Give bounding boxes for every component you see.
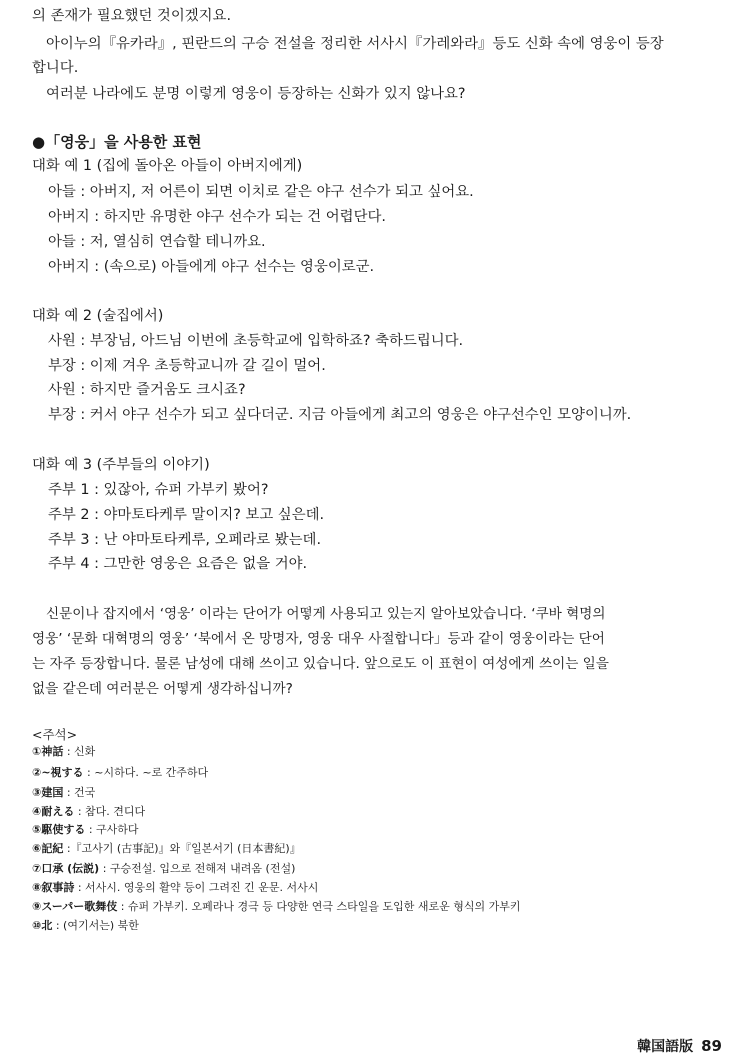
note-item <box>32 766 208 780</box>
dialog-line: 아버지 : 하지만 유명한 야구 선수가 되는 건 어렵단다. <box>48 209 386 225</box>
note-term: ⑦口承 (伝説) <box>32 862 100 875</box>
dialog-line: 주부 4 : 그만한 영웅은 요즘은 없을 거야. <box>48 556 308 572</box>
dialog-title: 대화 예 2 (술집에서) <box>32 308 164 324</box>
dialog-line: 사원 : 부장님, 아드님 이번에 초등학교에 입학하죠? 축하드립니다. <box>48 333 464 349</box>
note-def: : 건국 <box>63 786 96 799</box>
note-def: : 참다. 견디다 <box>74 805 146 818</box>
note-term: ①神話 <box>32 745 64 758</box>
dialog-title: 대화 예 1 (집에 돌아온 아들이 아버지에게) <box>32 158 303 174</box>
note-term: ⑧叙事詩 <box>32 881 75 894</box>
note-term: ⑥記紀 <box>32 842 64 855</box>
note-def: : 슈퍼 가부키. 오페라나 경극 등 다양한 연극 스타일을 도입한 새로운 형식의 가부키 <box>117 900 521 913</box>
note-item <box>32 805 145 819</box>
intro-line: 아이누의『유카라』, 핀란드의 구승 전설을 정리한 서사시『가레와라』등도 신화 속에 영웅이 등장 <box>46 36 664 52</box>
edition-label: 韓国語版 <box>637 1039 694 1055</box>
closing-line: 없을 같은데 여러분은 어떻게 생각하십니까? <box>32 681 293 697</box>
note-def: : 구사하다 <box>85 823 139 836</box>
dialog-line: 주부 3 : 난 야마토타케루, 오페라로 봤는데. <box>48 532 322 548</box>
dialog-line: 부장 : 커서 야구 선수가 되고 싶다더군. 지금 아들에게 최고의 영웅은 야구선수인 모양이니까. <box>48 407 632 423</box>
note-def: : ~시하다. ~로 간주하다 <box>83 766 209 779</box>
dialog-line: 아들 : 저, 열심히 연습할 테니까요. <box>48 234 266 250</box>
closing-line: 신문이나 잡지에서 ‘영웅’ 이라는 단어가 어떻게 사용되고 있는지 알아보았습니다. ‘쿠바 혁명의 <box>46 606 606 622</box>
note-def: : 구승전설. 입으로 전해져 내려옴 (전설) <box>99 862 296 875</box>
intro-line: 의 존재가 필요했던 것이겠지요. <box>32 8 232 24</box>
note-term: ③建国 <box>32 786 64 799</box>
section-heading: ●「영웅」을 사용한 표현 <box>32 133 202 151</box>
note-item <box>32 786 95 800</box>
note-item <box>32 919 139 933</box>
dialog-line: 부장 : 이제 겨우 초등학교니까 갈 길이 멀어. <box>48 358 326 374</box>
note-term: ④耐える <box>32 805 75 818</box>
note-term: ⑨スーパー歌舞伎 <box>32 900 118 913</box>
note-item <box>32 900 521 914</box>
dialog-title: 대화 예 3 (주부들의 이야기) <box>32 457 210 473</box>
dialog-line: 주부 2 : 야마토타케루 말이지? 보고 싶은데. <box>48 507 325 523</box>
note-item <box>32 745 95 759</box>
intro-line: 여러분 나라에도 분명 이렇게 영웅이 등장하는 신화가 있지 않나요? <box>46 86 466 102</box>
note-item <box>32 842 301 856</box>
dialog-line: 주부 1 : 있잖아, 슈퍼 가부키 봤어? <box>48 482 269 498</box>
note-term: ②~視する <box>32 766 84 779</box>
note-def: :『고사기 (古事記)』와『일본서기 (日本書紀)』 <box>63 842 301 855</box>
dialog-line: 아버지 : (속으로) 아들에게 야구 선수는 영웅이로군. <box>48 259 375 275</box>
closing-line: 영웅’ ‘문화 대혁명의 영웅’ ‘북에서 온 망명자, 영웅 대우 사절합니다」등과 같이 영웅이라는 단어 <box>32 631 605 647</box>
note-def: : 신화 <box>63 745 96 758</box>
intro-line: 합니다. <box>32 60 79 76</box>
note-term: ⑩北 <box>32 919 53 932</box>
notes-title: <주석> <box>32 727 78 742</box>
note-term: ⑤駆使する <box>32 823 86 836</box>
note-item <box>32 862 295 876</box>
dialog-line: 사원 : 하지만 즐거움도 크시죠? <box>48 382 246 398</box>
dialog-line: 아들 : 아버지, 저 어른이 되면 이치로 같은 야구 선수가 되고 싶어요. <box>48 184 474 200</box>
note-item <box>32 881 318 895</box>
page-number: 89 <box>701 1037 722 1055</box>
note-def: : (여기서는) 북한 <box>52 919 139 932</box>
page-footer <box>637 1036 722 1056</box>
closing-line: 는 자주 등장합니다. 물론 남성에 대해 쓰이고 있습니다. 앞으로도 이 표현이 여성에게 쓰이는 일을 <box>32 656 609 672</box>
note-item <box>32 823 139 837</box>
note-def: : 서사시. 영웅의 활약 등이 그려진 긴 운문. 서사시 <box>74 881 319 894</box>
